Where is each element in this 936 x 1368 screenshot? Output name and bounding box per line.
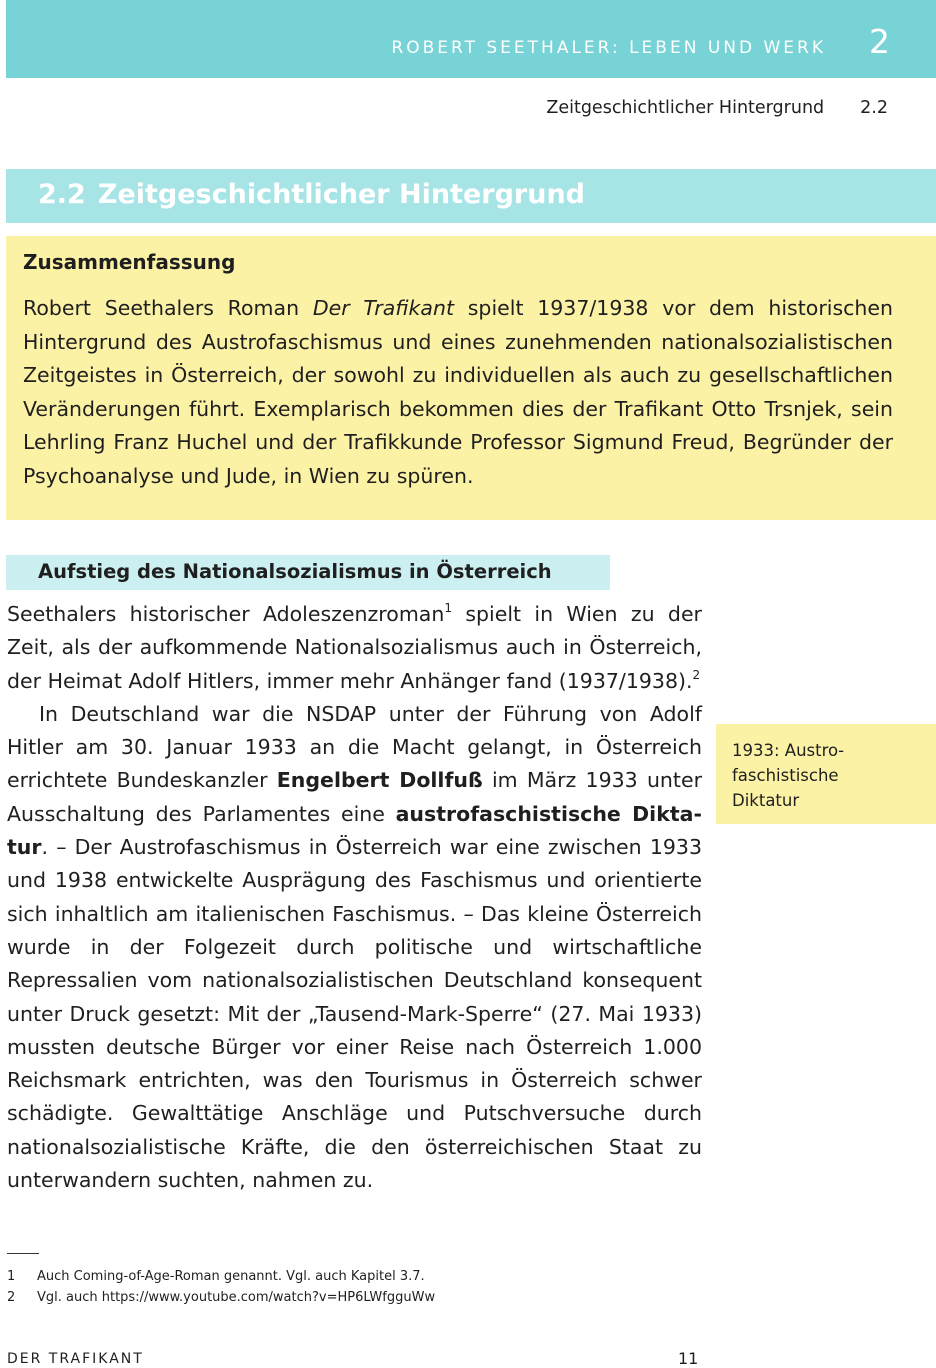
footnote-text: Auch Coming-of-Age-Roman genannt. Vgl. auch Kapitel 3.7. [37,1269,425,1284]
footnote-number: 2 [7,1290,16,1305]
footnote-divider [7,1253,39,1254]
running-head [546,98,888,118]
text-run: spielt in Wien zu der Zeit, als der aufkommende Nationalsozialismus auch in Österreich, der Heimat Adolf Hitlers, immer mehr Anhänger fand (1937/1938). [7,602,702,693]
footnote-1 [7,1266,707,1287]
footer-book-title: DER TRAFIKANT [7,1351,144,1367]
chapter-banner [6,0,936,78]
summary-heading: Zusammenfassung [23,250,236,274]
emphasis-diktatur: austrofaschistische Diktatur [7,801,702,860]
text-run: im März 1933 unter Ausschaltung des Parlamentes eine [7,768,703,826]
subsection-header [6,555,610,590]
book-title: Der Trafikant [312,296,455,320]
footnote-2 [7,1287,707,1308]
footnote-ref-2[interactable]: 2 [692,667,701,682]
summary-text-part: spielt 1937/1938 vor dem historischen Hintergrund des Austrofaschismus und eines zunehmenden nationalsozialistischen Zeitgeistes in Österreich, der sowohl zu individuellen als auch zu gesellschaftlichen Veränderungen führt. Exemplarisch bekommen dies der Trafikant Otto Trsnjek, sein Lehrling Franz Huchel und der Trafikkunde Professor Sigmund Freud, Begründer der Psychoanalyse und Jude, in Wien zu spüren. [23,296,893,488]
footnote-link[interactable]: Vgl. auch https://www.youtube.com/watch?v=HP6LWfgguWw [37,1290,436,1305]
section-title [38,179,585,210]
text-run: Seethalers historischer Adoleszenzroman [7,602,445,626]
section-number: 2.2 [38,179,86,210]
body-text [7,598,702,1197]
page-number: 11 [678,1349,699,1368]
text-run: . – Der Austrofaschismus in Österreich war eine zwischen 1933 und 1938 entwickelte Ausprägung des Faschismus und orientierte sich inhaltlich am italienischen Faschismus. – Das kleine Österreich wurde in der Folgezeit durch politische und wirtschaftliche Repressalien vom nationalsozialistischen Deutschland konsequent unter Druck gesetzt: Mit der „Tausend-Mark-Sperre“ (27. Mai 1933) mussten deutsche Bürger vor einer Reise nach Österreich 1.000 Reichsmark entrichten, was den Tourismus in Österreich schwer schädigte. Gewalttätige Anschläge und Putschversuche durch nationalsozialistische Kräfte, die den österreichischen Staat zu unterwandern suchten, nahmen zu. [7,835,702,1193]
margin-note-text: 1933: Austrofaschistische Diktatur [732,741,845,810]
summary-text-part: Robert Seethalers Roman [23,296,313,320]
footnote-number: 1 [7,1269,16,1284]
emphasis-dollfuss: Engelbert Dollfuß [276,768,483,793]
chapter-label: ROBERT SEETHALER: LEBEN UND WERK [391,38,826,58]
section-title-text: Zeitgeschichtlicher Hintergrund [97,179,586,210]
margin-note [716,724,936,824]
chapter-number: 2 [869,22,890,61]
text-run: In Deutschland war die NSDAP unter der Führung von Adolf Hitler am 30. Januar 1933 an die Macht gelangt, in Österreich errichtete Bundeskanzler [7,701,702,793]
summary-text [23,292,893,493]
summary-box [6,236,936,520]
paragraph [7,698,702,1197]
running-head-title: Zeitgeschichtlicher Hintergrund [546,98,825,118]
footnote-ref-1[interactable]: 1 [444,601,452,615]
subsection-title: Aufstieg des Nationalsozialismus in Österreich [38,560,552,583]
paragraph [7,598,702,698]
running-head-number: 2.2 [860,98,888,118]
section-header [6,169,936,223]
footnotes [7,1266,707,1308]
